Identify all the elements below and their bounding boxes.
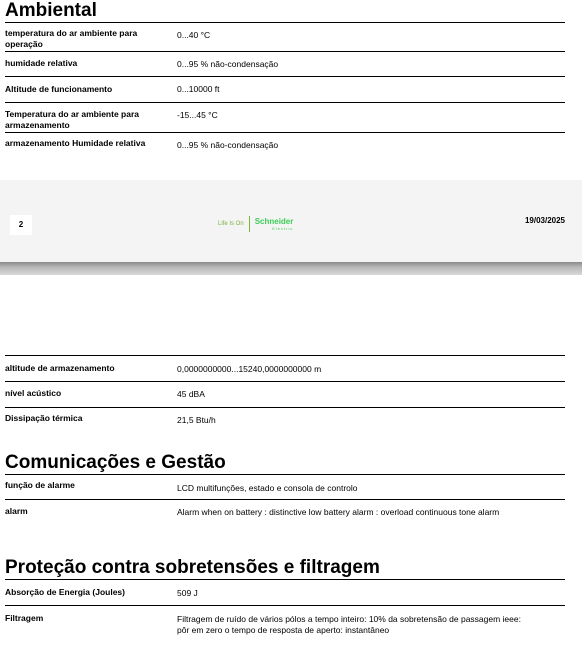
spec-value: Alarm when on battery : distinctive low battery alarm : overload continuous tone alarm xyxy=(177,507,500,517)
section-title-ambiental: Ambiental xyxy=(5,0,97,21)
section-rule xyxy=(5,579,565,580)
spec-value: 0...10000 ft xyxy=(177,84,220,94)
spec-value: 21,5 Btu/h xyxy=(177,415,216,425)
page-number: 2 xyxy=(10,215,32,235)
page-1 xyxy=(0,0,582,262)
spec-label: Filtragem xyxy=(5,613,44,623)
section-title-comms: Comunicações e Gestão xyxy=(5,452,226,473)
spec-value: 0...95 % não-condensação xyxy=(177,59,279,69)
row-divider xyxy=(5,407,565,408)
logo-tagline: Life Is On xyxy=(218,221,244,227)
logo-brand: Schneider xyxy=(254,216,294,226)
spec-label: temperatura do ar ambiente para operação xyxy=(5,28,138,49)
spec-label: armazenamento Humidade relativa xyxy=(5,138,146,148)
page-2 xyxy=(0,275,582,648)
spec-value: Filtragem de ruído de vários pólos a tempo inteiro: 10% da sobretensão de passagem ieee: pôr em zero o tempo de resposta de aperto: instantâneo xyxy=(177,614,521,635)
spec-value: 0...40 °C xyxy=(177,30,211,40)
section-rule xyxy=(5,22,565,23)
row-divider xyxy=(5,102,565,103)
spec-value: LCD multifunções, estado e consola de controlo xyxy=(177,483,358,493)
spec-label: Absorção de Energia (Joules) xyxy=(5,587,125,597)
spec-value: -15...45 °C xyxy=(177,110,218,120)
schneider-logo xyxy=(218,214,293,234)
spec-label: nível acústico xyxy=(5,388,62,398)
section-title-surge: Proteção contra sobretensões e filtragem xyxy=(5,557,380,578)
spec-value: 509 J xyxy=(177,588,198,598)
spec-value: 0...95 % não-condensação xyxy=(177,140,279,150)
spec-label: função de alarme xyxy=(5,480,75,490)
spec-label: Temperatura do ar ambiente para armazenamento xyxy=(5,109,139,130)
page-gap xyxy=(0,262,582,275)
row-divider xyxy=(5,355,565,356)
footer-date: 19/03/2025 xyxy=(524,216,565,225)
row-divider xyxy=(5,51,565,52)
row-divider xyxy=(5,132,565,133)
spec-label: altitude de armazenamento xyxy=(5,363,115,373)
spec-label: alarm xyxy=(5,506,28,516)
logo-divider xyxy=(249,216,250,232)
row-divider xyxy=(5,499,565,500)
logo-sub: Electric xyxy=(272,225,294,231)
spec-label: humidade relativa xyxy=(5,58,78,68)
section-rule xyxy=(5,474,565,475)
page-footer xyxy=(0,180,582,262)
row-divider xyxy=(5,76,565,77)
spec-value: 45 dBA xyxy=(177,389,205,399)
row-divider xyxy=(5,605,565,606)
spec-label: Dissipação térmica xyxy=(5,413,83,423)
spec-label: Altitude de funcionamento xyxy=(5,84,113,94)
row-divider xyxy=(5,381,565,382)
spec-value: 0,0000000000...15240,0000000000 m xyxy=(177,364,322,374)
